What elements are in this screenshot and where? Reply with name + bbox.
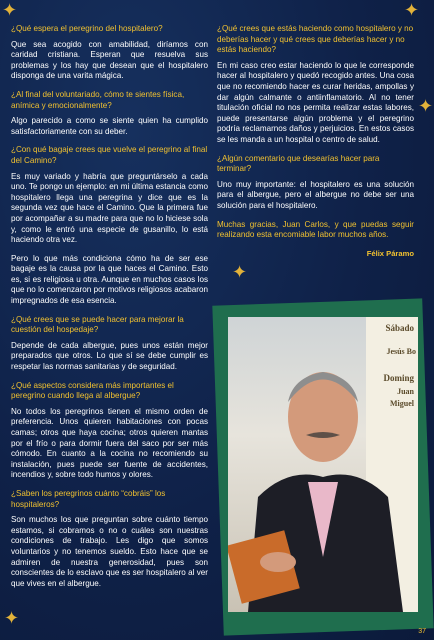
poster-text: Jesús Bo	[386, 347, 416, 356]
question: ¿Qué crees que estás haciendo como hospitalero y no deberías hacer y qué crees que deberías hacer y no estás haciendo?	[217, 24, 414, 55]
poster-text: Juan	[397, 387, 414, 396]
answer: Depende de cada albergue, pues unos están mejor preparados que otros. Lo que sí se debe cumplir es respetar las normas sanitarias y de seguridad.	[11, 340, 208, 372]
poster-text: Sábado	[385, 323, 414, 333]
pilgrim-figure-icon: ✦	[418, 96, 434, 116]
answer: Son muchos los que preguntan sobre cuánto tiempo estamos, si cobramos o no o cuáles son nuestras condiciones de trabajo. Les digo que somos voluntarios y no tenemos sueldo. Esto hace que se admiren de nuestra generosidad, pues son conscientes de lo esclavo que es ser hospitalero al ver que vives en el albergue.	[11, 515, 208, 588]
question: ¿Qué espera el peregrino del hospitalero?	[11, 24, 163, 33]
portrait-photo	[228, 317, 418, 612]
pilgrim-figure-icon: ✦	[232, 262, 248, 282]
poster-text: Miguel	[390, 399, 414, 408]
closing-remark: Muchas gracias, Juan Carlos, y que puedas seguir realizando esta encomiable labor muchos años.	[217, 219, 414, 240]
question: ¿Algún comentario que desearías hacer para terminar?	[217, 153, 380, 174]
answer: No todos los peregrinos tienen el mismo orden de preferencia. Unos quieren habitaciones con pocas camas; otros que haya cocina; otros quieren mantas por el frío o para dormir fuera del saco por ser más cómodo. En cuanto a la cocina no recomiendo su instalación, pues puede ser fuente de accidentes, incendios y, sobre todo humos y olores.	[11, 406, 208, 480]
question: ¿Con qué bagaje crees que vuelve el peregrino al final del Camino?	[11, 145, 208, 165]
answer: Uno muy importante: el hospitalero es una solución para el albergue, pero el albergue no debe ser una solución para el hospitalero.	[217, 179, 414, 210]
author-signature: Félix Páramo	[366, 248, 414, 258]
question: ¿Qué crees que se puede hacer para mejorar la cuestión del hospedaje?	[11, 314, 184, 335]
pilgrim-figure-icon: ✦	[404, 0, 420, 20]
poster-text: Doming	[383, 373, 414, 383]
question: ¿Saben los peregrinos cuánto “cobráis” los hospitaleros?	[11, 488, 166, 509]
answer: Pero lo que más condiciona cómo ha de ser ese bagaje es la causa por la que haces el Camino. Esto es, si es religiosa u otra. Aunque en muchos casos los que no lo comenzaron por motivos religiosos acabaron impregnados de esa esencia.	[11, 253, 208, 306]
answer: Es muy variado y habría que preguntárselo a cada uno. Te pongo un ejemplo: en mi última estancia como hospitalero llega una peregrina y dice que es la segunda vez que hace el Camino. Que la primera fue por acompañar a su madre para que no lo hiciese sola y, como le entró una especie de gusanillo, lo está haciendo otra vez.	[11, 171, 208, 245]
question: ¿Qué aspectos considera más importantes el peregrino cuando llega al albergue?	[11, 380, 174, 401]
answer: Que sea acogido con amabilidad, diríamos con caridad cristiana. Esperan que resuelva sus problemas y los hay que desean que el hospitalero disponga de una varita mágica.	[11, 39, 208, 81]
answer: Algo parecido a como se siente quien ha cumplido satisfactoriamente con su deber.	[11, 116, 208, 136]
answer: En mi caso creo estar haciendo lo que le corresponde hacer al hospitalero y quedó recogido antes. Una cosa que no recomiendo hacer es curar heridas, ampollas y dar algún calmante o antiinflamatorio. Al no tener titulación oficial no nos permita realizar estas labores, puede presentarse algún problema y el peregrino podría reclamarnos daños y perjuicios. En estos casos se les manda a un hospital o centro de salud.	[217, 60, 414, 144]
page-number: 37	[418, 628, 426, 635]
right-column	[217, 24, 414, 259]
pilgrim-figure-icon: ✦	[4, 608, 20, 628]
man-illustration	[228, 317, 418, 612]
pilgrim-figure-icon: ✦	[2, 0, 18, 20]
question: ¿Al final del voluntariado, cómo te sientes física, anímica y emocionalmente?	[11, 89, 185, 110]
left-column	[11, 24, 208, 597]
